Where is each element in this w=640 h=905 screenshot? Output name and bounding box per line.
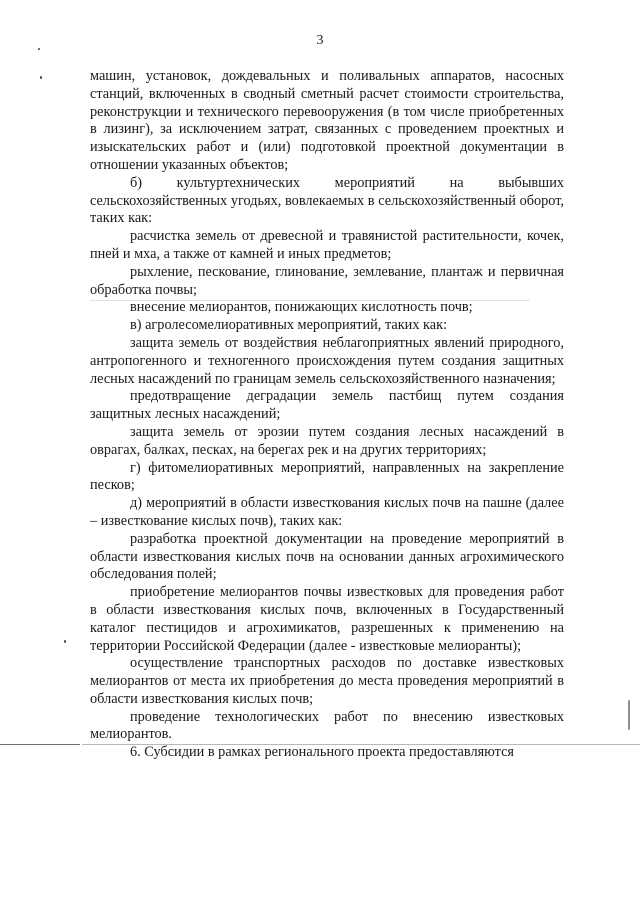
page-number: 3 [316, 33, 324, 48]
paragraph-section-6: 6. Субсидии в рамках регионального проекта предоставляются [130, 744, 515, 761]
paragraph-pasture-degradation: предотвращение деградации земель пастбищ путем создания защитных лесных насаждений; [90, 388, 564, 423]
paragraph-land-protection: защита земель от воздействия неблагоприятных явлений природного, антропогенного и техногенного происхождения путем создания защитных лесных насаждений по границам земель сельскохозяйственного назначения; [90, 334, 564, 387]
paragraph-clearing: расчистка земель от древесной и травянистой растительности, кочек, пней и мха, а также от камней и иных предметов; [90, 228, 564, 262]
scan-artifact-line [82, 744, 640, 745]
scan-artifact-line [90, 300, 530, 301]
paragraph-item-v: в) агролесомелиоративных мероприятий, таких как: [130, 317, 448, 334]
paragraph-item-b: б) культуртехнических мероприятий на выбывших сельскохозяйственных угодьях, вовлекаемых в сельскохозяйственный оборот, таких как: [90, 174, 564, 227]
paragraph-transport: осуществление транспортных расходов по доставке известковых мелиорантов от места их приобретения до места проведения мероприятий в области известкования кислых почв; [90, 655, 564, 707]
paragraph-item-g: г) фитомелиоративных мероприятий, направленных на закрепление песков; [90, 459, 564, 494]
paragraph-lime-purchase: приобретение мелиорантов почвы известковых для проведения работ в области известкования кислых почв, включенных в Государственный каталог пестицидов и агрохимикатов, разрешенных к применению на территории Российской Федерации (далее - известковые мелиоранты); [90, 584, 564, 654]
paragraph-erosion: защита земель от эрозии путем создания лесных насаждений в оврагах, балках, песках, на берегах рек и на других территориях; [90, 423, 564, 458]
document-body [90, 68, 564, 762]
paragraph-technological-works: проведение технологических работ по внесению известковых мелиорантов. [90, 708, 564, 743]
scan-artifact-speck [40, 76, 42, 79]
scan-artifact-line [0, 744, 80, 745]
paragraph-item-d: д) мероприятий в области известкования кислых почв на пашне (далее – известкование кислых почв), таких как: [90, 495, 564, 529]
paragraph-continued-equipment: машин, установок, дождевальных и поливальных аппаратов, насосных станций, включенных в сводный сметный расчет стоимости строительства, реконструкции и технического перевооружения (в том числе приобретенных в лизинг), за исключением затрат, связанных с проведением проектных и изыскательских работ и (или) подготовкой проектной документации в отношении указанных объектов; [90, 68, 564, 173]
paragraph-ameliorants: внесение мелиорантов, понижающих кислотность почв; [130, 299, 473, 316]
scan-artifact-speck [628, 700, 630, 730]
paragraph-loosening: рыхление, пескование, глинование, землевание, плантаж и первичная обработка почвы; [90, 263, 564, 298]
scan-artifact-speck [64, 640, 66, 643]
scan-artifact-speck [38, 48, 40, 50]
paragraph-design-docs: разработка проектной документации на проведение мероприятий в области известкования кислых почв на основании данных агрохимического обследования полей; [90, 530, 564, 583]
